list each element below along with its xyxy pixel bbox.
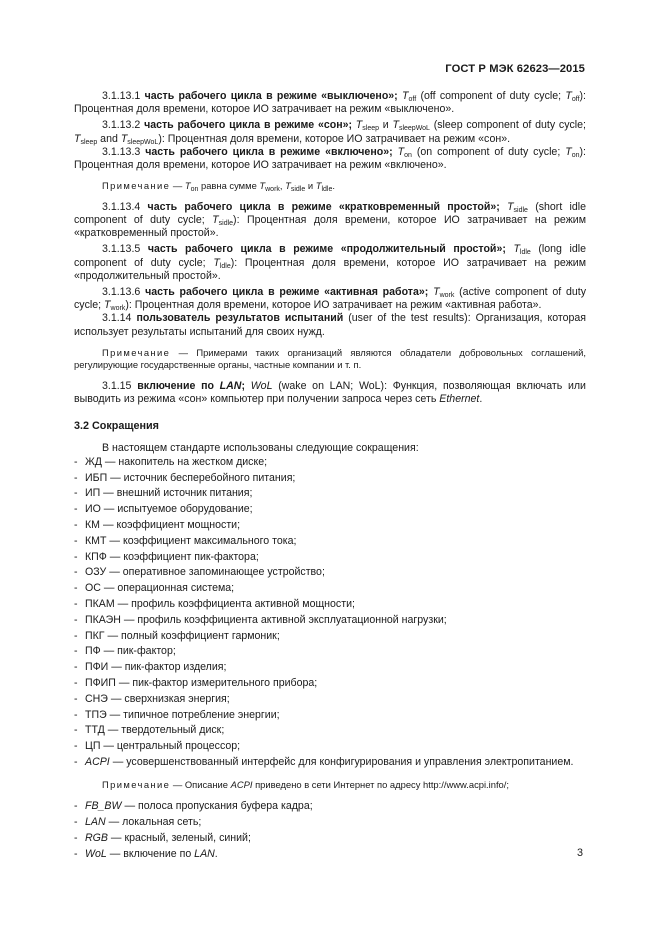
definition-3-1-13-5: [74, 243, 586, 283]
abbreviation-text: — усовершенствованный интерфейс для конфигурирования и управления электропитанием.: [112, 755, 574, 768]
abbreviation: LAN: [85, 816, 106, 829]
abbreviation: WoL: [85, 847, 107, 860]
note-label: Примечание: [102, 346, 171, 358]
list-dash: -: [74, 645, 78, 658]
clause-number: 3.1.13.5: [102, 243, 141, 256]
abbreviation-list-acpi: [74, 755, 586, 771]
punctuation: .: [332, 180, 335, 192]
note-dash: —: [172, 778, 183, 790]
symbol-subscript: sleepWoL: [127, 138, 159, 146]
abbreviation-text: ПФИ — пик-фактор изделия;: [85, 661, 227, 674]
symbol-subscript: on: [571, 151, 580, 159]
clause-number: 3.1.13.4: [102, 200, 141, 213]
symbol: T: [74, 132, 81, 145]
list-item: [74, 471, 586, 487]
clause-number: 3.1.13.3: [102, 145, 141, 158]
symbol: T: [285, 180, 291, 192]
definition-text: (user of the test results): Организация, которая использует результаты испытаний для своих нужд.: [74, 312, 587, 338]
list-item: [74, 550, 586, 566]
note-dash: —: [172, 180, 183, 192]
symbol: T: [507, 200, 514, 213]
list-dash: -: [74, 471, 78, 484]
list-dash: -: [74, 661, 78, 674]
symbol-subscript: off: [408, 96, 417, 103]
abbreviation-text: ПФИП — пик-фактор измерительного прибора;: [85, 677, 318, 689]
note-text: — Примерами таких организаций являются обладатели добровольных соглашений, регулирующие государственные органы, частные компании и т. п.: [74, 346, 586, 371]
abbreviation-text: ИБП — источник бесперебойного питания;: [85, 471, 296, 484]
abbreviation: ACPI: [230, 778, 253, 790]
abbreviation-list: [74, 455, 586, 755]
list-dash: -: [74, 503, 78, 516]
abbreviation-text: — полоса пропускания буфера кадра;: [124, 800, 313, 813]
term: пользователь результатов испытаний: [136, 312, 344, 325]
term: включение по: [137, 380, 214, 393]
symbol: T: [315, 180, 322, 192]
definition-text: ): Процентная доля времени, которое ИО затрачивает на режим «активная работа».: [125, 299, 542, 312]
definition-3-1-13-1: [74, 90, 586, 116]
clause-number: 3.1.15: [102, 380, 132, 393]
note-2: [74, 347, 586, 372]
symbol: T: [397, 145, 405, 158]
list-item: [74, 660, 586, 676]
definition-3-1-15: [74, 380, 586, 406]
list-item: [74, 597, 586, 613]
list-dash: -: [74, 598, 78, 611]
list-dash: -: [74, 708, 78, 721]
term: часть рабочего цикла в режиме «выключено»;: [144, 90, 398, 102]
symbol-subscript: sidle: [290, 186, 306, 194]
list-item: [74, 455, 586, 471]
symbol-subscript: on: [190, 186, 199, 194]
symbol-subscript: sleep: [362, 125, 380, 133]
symbol: T: [259, 180, 266, 192]
abbreviation: LAN: [194, 847, 215, 860]
list-dash: -: [74, 566, 78, 579]
note-label: Примечание: [102, 778, 171, 790]
list-item: [74, 847, 586, 863]
list-item: [74, 676, 586, 692]
symbol-subscript: work: [439, 292, 455, 300]
definition-text: ): Процентная доля времени, которое ИО затрачивает на режим «выключено».: [74, 90, 586, 116]
symbol: T: [212, 214, 219, 227]
punctuation: .: [479, 393, 483, 406]
definition-text: ): Процентная доля времени, которое ИО затрачивает на режим «кратковременный простой».: [74, 214, 586, 240]
clause-number: 3.1.13.6: [102, 286, 141, 299]
abbreviation: FB_BW: [85, 800, 122, 813]
list-item: [74, 629, 586, 645]
list-item: [74, 518, 586, 534]
clause-number: 3.1.13.1: [102, 90, 141, 102]
list-dash: -: [74, 613, 78, 626]
abbreviation-text: ПФ — пик-фактор;: [85, 645, 176, 658]
note-text: Описание: [184, 778, 228, 790]
abbreviation-text: СНЭ — сверхнизкая энергия;: [85, 692, 230, 705]
note-1: [74, 180, 586, 193]
list-dash: -: [74, 550, 78, 563]
abbreviation-text: ТТД — твердотельный диск;: [85, 724, 225, 737]
symbol-subscript: off: [571, 96, 580, 103]
symbol: T: [402, 90, 409, 102]
english-term: (short idle component of duty cycle;: [74, 200, 587, 227]
abbreviation-list-latin: [74, 799, 586, 862]
abbreviation-text: ТПЭ — типичное потребление энергии;: [85, 708, 280, 721]
list-dash: -: [74, 724, 78, 737]
list-item: [74, 581, 586, 597]
english-term: (sleep component of duty cycle;: [433, 119, 586, 132]
symbol-subscript: sidle: [218, 220, 234, 228]
symbol: T: [565, 145, 572, 158]
abbreviation-text: ПКАЭН — профиль коэффициента активной эксплуатационной нагрузки;: [85, 613, 447, 626]
abbreviation-text: КМТ — коэффициент максимального тока;: [85, 534, 297, 547]
list-dash: -: [74, 847, 78, 860]
abbreviation-text: — красный, зеленый, синий;: [110, 831, 251, 844]
section-title: 3.2 Сокращения: [74, 420, 159, 433]
symbol: T: [184, 180, 191, 192]
list-item: [74, 708, 586, 724]
symbol-subscript: ldle: [519, 249, 531, 257]
abbreviation-text: КМ — коэффициент мощности;: [85, 519, 241, 532]
section-intro: В настоящем стандарте использованы следующие сокращения:: [102, 441, 419, 454]
symbol-subscript: work: [265, 186, 280, 194]
punctuation: .: [214, 847, 218, 860]
symbol: T: [513, 243, 520, 256]
punctuation: ;: [241, 380, 245, 393]
english-term: (off component of duty cycle;: [420, 90, 562, 102]
note-text: равна сумме: [201, 180, 257, 192]
list-dash: -: [74, 816, 78, 829]
symbol: T: [120, 132, 128, 145]
ethernet-term: Ethernet: [439, 393, 480, 406]
definition-3-1-13-6: [74, 286, 586, 312]
english-term: (active component of duty cycle;: [74, 286, 586, 312]
abbreviation: ACPI: [85, 755, 110, 768]
definition-text: ): Процентная доля времени, которое ИО затрачивает на режим «сон».: [158, 132, 511, 145]
punctuation: ,: [279, 180, 283, 192]
document-body: [74, 90, 586, 863]
symbol-subscript: work: [110, 305, 126, 313]
definition-3-1-13-2: [74, 119, 586, 145]
symbol-subscript: ldle: [321, 186, 333, 194]
symbol: T: [565, 90, 572, 102]
abbreviation-text: КПФ — коэффициент пик-фактора;: [85, 550, 259, 563]
list-dash: -: [74, 677, 78, 689]
conjunction: и: [307, 180, 314, 192]
symbol: T: [104, 299, 111, 312]
definition-text: (wake on LAN; WoL): Функция, позволяющая включать или выводить из режима «сон» компьютер при получении запроса через сеть: [74, 380, 586, 406]
symbol-subscript: on: [404, 151, 412, 159]
term: часть рабочего цикла в режиме «кратковременный простой»;: [147, 200, 500, 213]
list-dash: -: [74, 629, 78, 642]
english-term: (long idle component of duty cycle;: [74, 243, 586, 269]
symbol: T: [433, 286, 440, 299]
symbol: T: [355, 119, 363, 132]
list-item: [74, 613, 586, 629]
symbol-subscript: sleepWoL: [398, 125, 430, 133]
term: часть рабочего цикла в режиме «активная работа»;: [145, 286, 429, 299]
abbreviation-text: ПКАМ — профиль коэффициента активной мощности;: [85, 598, 355, 611]
conjunction: и: [382, 119, 389, 132]
abbreviation-text: — локальная сеть;: [108, 816, 202, 829]
list-item: [74, 644, 586, 660]
page-number: 3: [576, 847, 583, 859]
list-dash: -: [74, 455, 78, 468]
symbol-subscript: sleep: [80, 138, 98, 146]
note-3: [74, 779, 586, 792]
abbreviation-text: ЦП — центральный процессор;: [85, 740, 241, 753]
symbol: T: [392, 119, 399, 132]
abbreviation: RGB: [85, 831, 108, 844]
symbol: T: [213, 256, 220, 269]
list-item: [74, 799, 586, 815]
list-item: [74, 502, 586, 518]
list-dash: -: [74, 755, 78, 768]
list-item: [74, 534, 586, 550]
note-text: приведено в сети Интернет по адресу http://www.acpi.info/;: [255, 778, 509, 790]
document-code-header: ГОСТ Р МЭК 62623—2015: [445, 63, 585, 75]
term-abbreviation: LAN: [219, 380, 242, 393]
abbreviation-text: ОС — операционная система;: [85, 582, 235, 595]
definition-text: ): Процентная доля времени, которое ИО затрачивает на режим «продолжительный простой».: [74, 256, 586, 282]
list-item: [74, 486, 586, 502]
list-item: [74, 739, 586, 755]
list-dash: -: [74, 800, 78, 813]
list-dash: -: [74, 582, 78, 595]
definition-text: ): Процентная доля времени, которое ИО затрачивает на режим «включено».: [74, 145, 586, 172]
clause-number: 3.1.14: [102, 312, 132, 325]
term: часть рабочего цикла в режиме «сон»;: [144, 119, 353, 132]
term: часть рабочего цикла в режиме «включено»;: [145, 145, 393, 158]
definition-3-1-13-3: [74, 146, 586, 172]
list-item: [74, 815, 586, 831]
term-abbreviation: WoL: [250, 380, 273, 393]
list-dash: -: [74, 519, 78, 532]
symbol-subscript: sidle: [513, 206, 528, 214]
term: часть рабочего цикла в режиме «продолжительный простой»;: [147, 243, 506, 256]
abbreviation-text: ИО — испытуемое оборудование;: [85, 503, 253, 516]
clause-number: 3.1.13.2: [102, 119, 141, 132]
list-dash: -: [74, 534, 78, 547]
definition-3-1-14: [74, 312, 586, 338]
list-dash: -: [74, 692, 78, 705]
definition-3-1-13-4: [74, 201, 586, 241]
conjunction: and: [100, 132, 118, 145]
abbreviation-text: — включение по: [109, 847, 192, 860]
list-item: [74, 755, 586, 771]
abbreviation-text: ПКГ — полный коэффициент гармоник;: [85, 629, 280, 642]
symbol-subscript: ldle: [219, 262, 231, 270]
list-item: [74, 565, 586, 581]
abbreviation-text: ИП — внешний источник питания;: [85, 487, 253, 500]
list-dash: -: [74, 740, 78, 753]
list-dash: -: [74, 487, 78, 500]
abbreviation-text: ЖД — накопитель на жестком диске;: [85, 455, 268, 468]
note-label: Примечание: [102, 180, 171, 192]
english-term: (on component of duty cycle;: [416, 145, 561, 158]
abbreviation-text: ОЗУ — оперативное запоминающее устройство;: [85, 566, 325, 579]
list-item: [74, 723, 586, 739]
list-dash: -: [74, 831, 78, 844]
list-item: [74, 692, 586, 708]
list-item: [74, 831, 586, 847]
